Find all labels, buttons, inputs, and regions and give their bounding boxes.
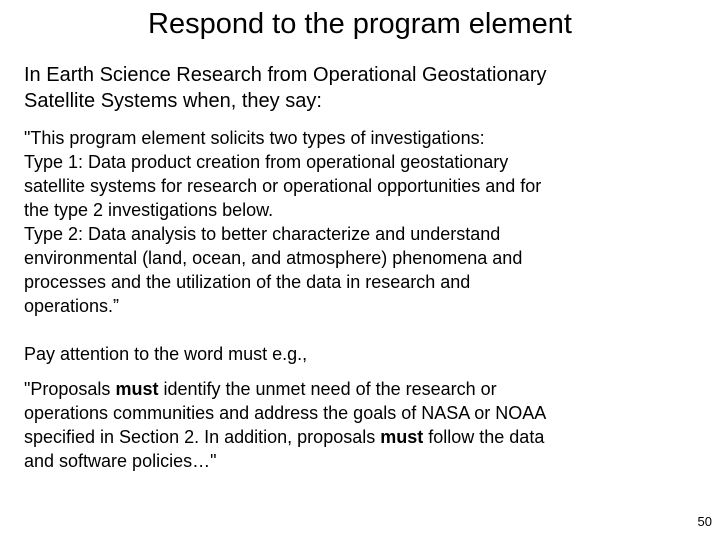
quote-line: "This program element solicits two types of investigations: [24,128,485,148]
proposals-line: operations communities and address the goals of NASA or NOAA [24,403,547,423]
slide-title: Respond to the program element [148,8,572,40]
proposals-quote [24,377,704,473]
quote-line: Type 1: Data product creation from operational geostationary [24,152,509,172]
proposals-text: follow the data [423,427,545,447]
quote-line: environmental (land, ocean, and atmosphere) phenomena and [24,248,523,268]
intro-line: In Earth Science Research from Operational Geostationary [24,64,547,86]
proposals-text: identify the unmet need of the research or [158,379,497,399]
quote-line: processes and the utilization of the data in research and [24,272,471,292]
proposals-line: and software policies…" [24,451,217,471]
quote-line: Type 2: Data analysis to better characterize and understand [24,224,501,244]
proposals-line [24,377,704,401]
proposals-line [24,425,704,449]
page-number: 50 [697,514,712,529]
emphasis-must: must [380,427,424,447]
proposals-text: specified in Section 2. In addition, proposals [24,427,381,447]
emphasis-must: must [115,379,159,399]
intro-text [24,62,704,114]
quote-line: operations.” [24,296,120,316]
program-quote [24,126,704,318]
proposals-text: "Proposals [24,379,116,399]
quote-line: satellite systems for research or operational opportunities and for [24,176,542,196]
quote-line: the type 2 investigations below. [24,200,274,220]
attention-note: Pay attention to the word must e.g., [24,344,308,364]
intro-line: Satellite Systems when, they say: [24,90,322,112]
